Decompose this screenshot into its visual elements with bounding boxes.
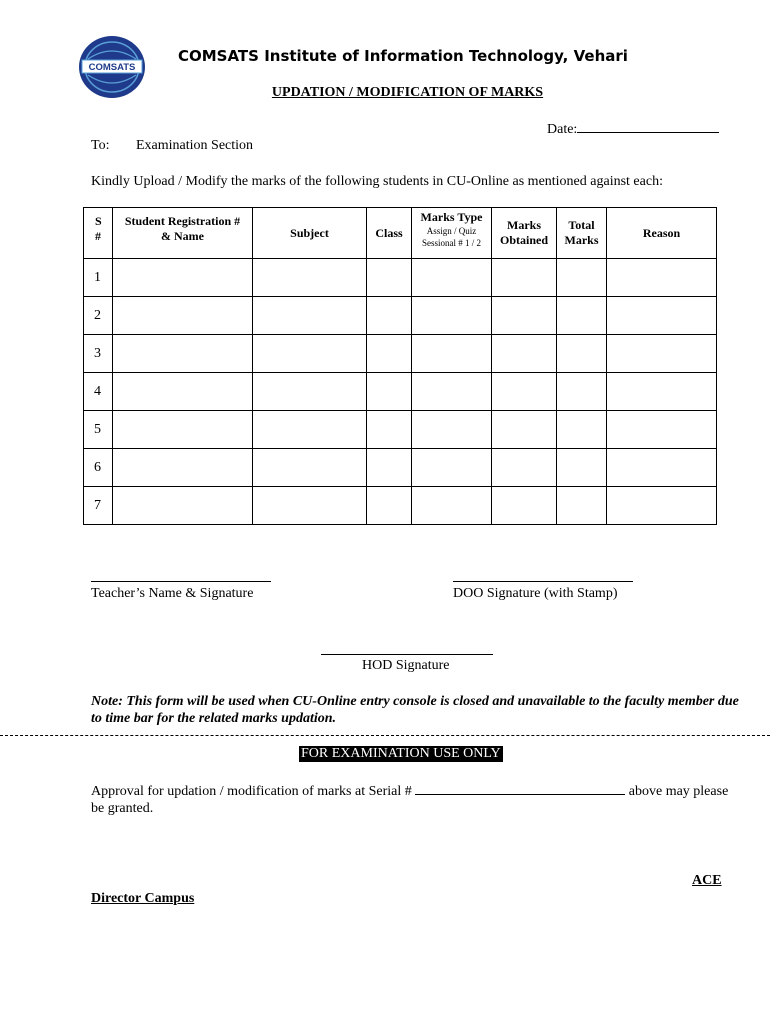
teacher-signature-line[interactable] (91, 581, 271, 582)
class-cell[interactable] (367, 487, 412, 525)
marks-type-cell[interactable] (412, 259, 492, 297)
marks-type-cell[interactable] (412, 449, 492, 487)
marks-table (83, 207, 717, 525)
reason-cell[interactable] (607, 449, 717, 487)
subject-cell[interactable] (253, 487, 367, 525)
serial-cell: 4 (84, 373, 113, 411)
total-cell[interactable] (557, 487, 607, 525)
form-title: UPDATION / MODIFICATION OF MARKS (271, 85, 544, 100)
table-row (84, 487, 717, 525)
registration-cell[interactable] (113, 373, 253, 411)
class-cell[interactable] (367, 449, 412, 487)
header-total-marks: Total Marks (557, 208, 607, 259)
total-cell[interactable] (557, 335, 607, 373)
reason-cell[interactable] (607, 411, 717, 449)
obtained-cell[interactable] (492, 297, 557, 335)
serial-cell: 3 (84, 335, 113, 373)
registration-cell[interactable] (113, 411, 253, 449)
marks-type-cell[interactable] (412, 373, 492, 411)
header-subject: Subject (253, 208, 367, 259)
subject-cell[interactable] (253, 335, 367, 373)
obtained-cell[interactable] (492, 487, 557, 525)
hod-signature-line[interactable] (321, 654, 493, 655)
header-serial: S # (84, 208, 113, 259)
subject-cell[interactable] (253, 373, 367, 411)
total-cell[interactable] (557, 259, 607, 297)
marks-type-cell[interactable] (412, 335, 492, 373)
header-marks-type: Marks Type Assign / Quiz Sessional # 1 / 2 (412, 208, 492, 259)
class-cell[interactable] (367, 297, 412, 335)
subject-cell[interactable] (253, 411, 367, 449)
ace-label: ACE (692, 873, 722, 888)
reason-cell[interactable] (607, 373, 717, 411)
total-cell[interactable] (557, 411, 607, 449)
total-cell[interactable] (557, 449, 607, 487)
institute-name: COMSATS Institute of Information Technology, Vehari (178, 47, 628, 65)
serial-cell: 1 (84, 259, 113, 297)
serial-cell: 6 (84, 449, 113, 487)
director-campus-label: Director Campus (91, 891, 195, 906)
registration-cell[interactable] (113, 449, 253, 487)
serial-cell: 5 (84, 411, 113, 449)
reason-cell[interactable] (607, 297, 717, 335)
class-cell[interactable] (367, 373, 412, 411)
doo-signature-label: DOO Signature (with Stamp) (453, 586, 618, 601)
marks-type-cell[interactable] (412, 297, 492, 335)
total-cell[interactable] (557, 297, 607, 335)
date-blank-line[interactable] (577, 120, 719, 133)
hod-signature-label: HOD Signature (362, 658, 450, 673)
class-cell[interactable] (367, 259, 412, 297)
instruction-text: Kindly Upload / Modify the marks of the following students in CU-Online as mentioned against each: (91, 174, 663, 189)
registration-cell[interactable] (113, 297, 253, 335)
serial-blank-line[interactable] (415, 783, 625, 795)
total-cell[interactable] (557, 373, 607, 411)
to-value: Examination Section (136, 138, 254, 153)
header-marks-obtained: Marks Obtained (492, 208, 557, 259)
date-field[interactable] (547, 120, 719, 138)
header-class: Class (367, 208, 412, 259)
table-row (84, 297, 717, 335)
exam-use-only-banner: FOR EXAMINATION USE ONLY (301, 746, 501, 761)
subject-cell[interactable] (253, 259, 367, 297)
table-row (84, 335, 717, 373)
class-cell[interactable] (367, 335, 412, 373)
cut-line-divider (0, 735, 770, 736)
table-row (84, 449, 717, 487)
approval-text (91, 783, 731, 817)
logo-text: COMSATS (88, 62, 136, 73)
subject-cell[interactable] (253, 297, 367, 335)
approval-text-before: Approval for updation / modification of marks at Serial # (91, 784, 412, 799)
table-header-row (84, 208, 717, 259)
teacher-signature-label: Teacher’s Name & Signature (91, 586, 254, 601)
obtained-cell[interactable] (492, 335, 557, 373)
class-cell[interactable] (367, 411, 412, 449)
registration-cell[interactable] (113, 335, 253, 373)
approval-text-after: above may please be granted. (91, 784, 729, 816)
subject-cell[interactable] (253, 449, 367, 487)
registration-cell[interactable] (113, 487, 253, 525)
reason-cell[interactable] (607, 259, 717, 297)
reason-cell[interactable] (607, 487, 717, 525)
header-registration-name: Student Registration # & Name (113, 208, 253, 259)
header-reason: Reason (607, 208, 717, 259)
serial-cell: 7 (84, 487, 113, 525)
obtained-cell[interactable] (492, 373, 557, 411)
obtained-cell[interactable] (492, 411, 557, 449)
to-label: To: (91, 138, 110, 153)
date-label: Date: (547, 122, 578, 137)
doo-signature-line[interactable] (453, 581, 633, 582)
obtained-cell[interactable] (492, 259, 557, 297)
table-row (84, 259, 717, 297)
table-row (84, 373, 717, 411)
marks-type-cell[interactable] (412, 487, 492, 525)
reason-cell[interactable] (607, 335, 717, 373)
obtained-cell[interactable] (492, 449, 557, 487)
marks-type-cell[interactable] (412, 411, 492, 449)
table-row (84, 411, 717, 449)
note-text: Note: This form will be used when CU-Online entry console is closed and unavailable to the faculty member due to time bar for the related marks updation. (91, 694, 739, 726)
registration-cell[interactable] (113, 259, 253, 297)
serial-cell: 2 (84, 297, 113, 335)
